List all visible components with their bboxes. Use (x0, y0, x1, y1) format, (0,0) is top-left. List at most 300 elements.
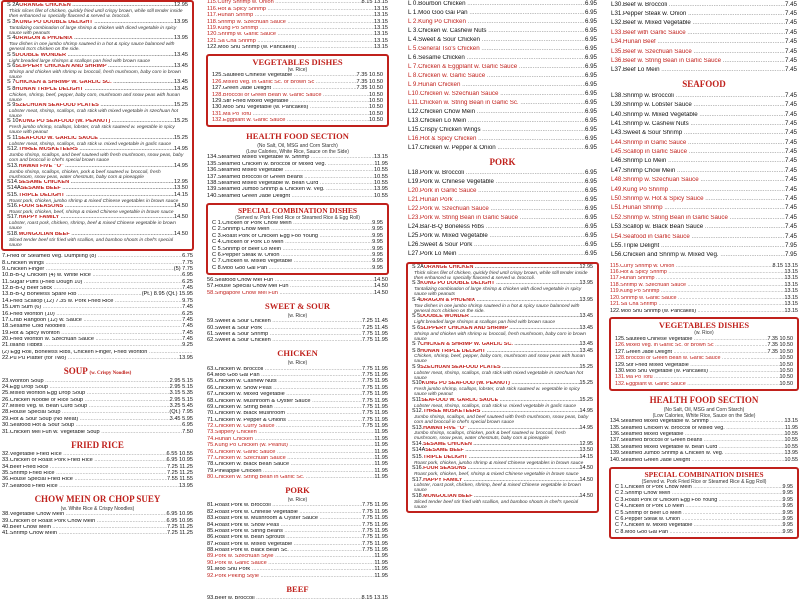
menu-item-code: 41. (2, 530, 10, 537)
menu-item-price: 10.55 (784, 456, 798, 463)
menu-item-code: S18. (7, 230, 19, 237)
menu-item-name: Roast Pork w. Snow Peas ..... (215, 523, 362, 529)
menu-item (608, 176, 800, 185)
chow-mein-subtitle: (w. White Rice & Crispy Noodles) (60, 505, 135, 512)
menu-item-price: 11.95 (374, 474, 388, 481)
menu-item (205, 168, 390, 174)
health-subtitle-2a: (No Salt, Oil, MSG and Corn Starch) (663, 406, 745, 413)
menu-item-price: 7.75 11.95 (361, 391, 388, 398)
special-item-description: Sliced tender beef stir fried with scallion, and bamboo shoots in chef's special sauce (9, 237, 174, 248)
menu-item (608, 19, 800, 28)
menu-item (205, 284, 390, 290)
menu-item-code: 32. (2, 450, 10, 457)
menu-item-price: 7.45 (784, 119, 797, 127)
menu-item-code: C 4. (615, 503, 625, 510)
menu-item (608, 431, 800, 437)
menu-item-price: 6.95 (584, 81, 597, 89)
menu-item-name: Hunan Pork ..... (420, 197, 585, 203)
menu-item-name: Roast Pork w. Black Bean Sc. ..... (215, 548, 362, 554)
menu-item-code: L54. (611, 232, 624, 240)
menu-item-name: Kung Po Chicken ..... (418, 19, 585, 25)
special-item (5, 192, 190, 198)
menu-item-code: L47. (611, 166, 624, 174)
chef-specials-box-2 (406, 262, 599, 513)
menu-item-code: 39. (2, 517, 10, 524)
menu-item-code: 128. (212, 91, 223, 98)
special-item-description: Tantalizing combination of large shrimp & chicken with diced vegetable in spicy sauce with peanuts (9, 25, 177, 36)
menu-item-name: Seafood Fried Rice ..... (10, 484, 179, 490)
menu-item-code: 117. (610, 275, 621, 282)
menu-item (205, 456, 390, 462)
menu-item-code: 120. (207, 31, 218, 38)
menu-item-price: 7.25 11.45 (361, 324, 388, 331)
menu-item-name: Chicken w. Black Mushroom ..... (215, 411, 362, 417)
menu-item-code: 29. (2, 415, 10, 422)
menu-item (405, 126, 600, 135)
menu-item-name: Shrimp Lo Mein ..... (623, 158, 785, 164)
menu-item-code: 88. (207, 547, 215, 554)
menu-item (0, 337, 195, 343)
menu-item-price: (Qt.) 7.95 (169, 409, 193, 416)
menu-item-name: Chicken w. Black Bean Sauce ..... (215, 462, 375, 468)
menu-item-price: 9.95 (782, 509, 793, 516)
menu-item-code: 90. (207, 559, 215, 566)
menu-item-name: B-B-Q Beef Stick ..... (10, 286, 182, 292)
beef-list (205, 596, 390, 600)
menu-item-code: 23. (2, 377, 10, 384)
menu-item-price: 13.45 (174, 79, 188, 86)
menu-item-code: L37. (611, 66, 624, 74)
menu-item-name: HAPPY FAMILY ..... (19, 215, 174, 221)
menu-item-code: L13. (408, 117, 421, 125)
menu-item-name: Triple Delight ..... (623, 243, 785, 249)
menu-item-name: Fried Scallop (12) 7.35 w. Pork Fried Rice ..... (10, 299, 182, 305)
special-item-description: Lobster meat, shrimp, scallops, crab stick with mixed vegetable in szechuan hot sauce (9, 109, 179, 119)
menu-item-name: Steamed Green Jade Delight ..... (218, 194, 374, 200)
menu-item (205, 0, 390, 6)
menu-item-code: 13. (2, 291, 10, 298)
menu-item-code: S 6 (7, 62, 16, 69)
menu-item (205, 13, 390, 19)
menu-item-price: 10.50 (369, 104, 383, 111)
menu-item-code: S 3 (7, 18, 16, 25)
lunch-chicken-list (405, 0, 600, 153)
menu-column-4 (608, 0, 800, 542)
menu-item-code: L51. (611, 204, 624, 212)
menu-item (0, 452, 195, 458)
menu-item-name: Steamed Broccoli or Green Beans ..... (621, 438, 785, 443)
menu-item-name: Beef Chow Mein ..... (10, 525, 167, 531)
menu-item (210, 246, 385, 252)
menu-item-name: SESAME CHICKEN ..... (19, 180, 174, 186)
menu-item-code: S12. (7, 146, 19, 153)
menu-item-price: 6.95 (584, 117, 597, 125)
menu-item (405, 178, 600, 187)
menu-item-name: FOUR SEASONS ..... (19, 204, 174, 210)
menu-item-price: 6.95 (584, 135, 597, 143)
menu-item-name: Sweet & Sour Shrimp ..... (623, 130, 785, 136)
menu-item-price: 7.50 (182, 428, 193, 435)
menu-item-price: 13.45 (579, 313, 593, 320)
menu-item-name: Shrimp or Beef Lo Mein ..... (625, 511, 783, 516)
menu-item-code: 62. (207, 337, 215, 344)
menu-item-name: Moo Shu Vegetable (w. Pancakes) ..... (223, 105, 369, 111)
menu-item-code: 67. (207, 391, 215, 398)
menu-item-price: 15.25 (579, 380, 593, 387)
menu-item (0, 416, 195, 422)
menu-item-name: TRIPLE DELIGHT ..... (19, 193, 174, 199)
chow-mein-heading: CHOW MEIN OR CHOP SUEY (34, 493, 161, 504)
menu-item-code: 36. (2, 476, 10, 483)
menu-item-code: L17. (408, 144, 421, 152)
menu-item (405, 223, 600, 232)
menu-item-name: Chicken Finger ..... (7, 267, 174, 273)
menu-item-code: 128. (615, 355, 626, 362)
menu-item-price: 7.25 11.25 (166, 523, 193, 530)
menu-item (405, 18, 600, 27)
menu-item (205, 475, 390, 481)
menu-item-name: Chicken or Roast Pork Chow Mein ..... (10, 519, 167, 525)
menu-item-name: Fried or Steamed Veg. Dumpling (8) ..... (7, 254, 182, 260)
menu-item (613, 368, 795, 374)
menu-item-code: 121. (207, 37, 218, 44)
menu-item-price: 12.95 (579, 440, 593, 447)
menu-item-price: 13.95 (579, 280, 593, 287)
menu-item (205, 19, 390, 25)
menu-item-name: Eggplant w. Garlic Sauce ..... (626, 382, 780, 387)
menu-item-price: 10.50 (779, 355, 793, 362)
menu-item-name: Moo Shu Pork ..... (215, 567, 375, 573)
menu-item-code: 40. (2, 523, 10, 530)
menu-item-price: 9.95 (782, 496, 793, 503)
menu-item (0, 525, 195, 531)
menu-item-name: Seafood in Garlic Sauce ..... (623, 234, 785, 240)
menu-item-name: SESAME BEEF ..... (425, 448, 579, 453)
menu-item-price: 10.50 (369, 110, 383, 117)
menu-item (608, 457, 800, 463)
menu-item-price: 9.95 (782, 503, 793, 510)
menu-item-code: L40. (611, 110, 624, 118)
menu-item-name: Steamed Jumbo Shrimp & Chicken w. Veg. ..... (218, 187, 374, 193)
menu-item (608, 302, 800, 308)
menu-item-code: 86. (207, 534, 215, 541)
menu-item-price: 7.25 11.25 (166, 463, 193, 470)
menu-item-price: 11.95 (374, 572, 388, 579)
menu-item-price: 7.75 11.95 (361, 378, 388, 385)
menu-item (0, 397, 195, 403)
menu-item-code: 70. (207, 410, 215, 417)
menu-item-price: 7.45 (784, 148, 797, 156)
combination-box-2 (609, 467, 799, 539)
menu-item-code: S 11 (7, 134, 19, 141)
menu-item (0, 330, 195, 336)
menu-item-name: Bar-B-Q Boneless Ribs ..... (420, 224, 585, 230)
menu-item-price: 7.45 (784, 0, 797, 8)
menu-item (205, 38, 390, 44)
menu-item-price: 11.95 (374, 435, 388, 442)
menu-item (210, 233, 385, 239)
menu-item (613, 529, 795, 535)
menu-item-name: Beef Fried Rice ..... (10, 465, 167, 471)
combination-subtitle-2: (Served w. Pork Fried Rice or Steamed Rice & Egg Roll) (641, 478, 767, 485)
menu-item-name: Shrimp Chow Mein ..... (222, 227, 372, 233)
menu-item-code: S14A (7, 185, 21, 192)
menu-item-price: 14.50 (174, 203, 188, 210)
menu-item-name: Hunan Shrimp ..... (620, 276, 784, 281)
menu-item-code: 19. (2, 329, 10, 336)
menu-item-name: Curry Shrimp w. Onion ..... (217, 0, 361, 6)
menu-item (0, 267, 195, 273)
menu-item (205, 193, 390, 199)
menu-item-price: 7.45 (784, 176, 797, 184)
menu-item (0, 349, 195, 355)
menu-item-name: HAPPY FAMILY ..... (423, 478, 579, 483)
menu-item-name: Chicken Mei Fun w. Vegetable Soup ..... (10, 430, 182, 436)
menu-item-price: 10.55 (374, 179, 388, 186)
menu-item-price: 7.45 (784, 19, 797, 27)
menu-item-code: 118. (610, 281, 621, 288)
special-item-description: Light breaded large shrimps & scallops pan fried with brown sauce (414, 320, 556, 326)
menu-item-price: 7.45 (182, 316, 193, 323)
menu-item-name: Sweet & Sour Pork ..... (215, 326, 362, 332)
menu-item-price: 7.45 (784, 185, 797, 193)
menu-item-name: Hunan Beef ..... (623, 39, 785, 45)
special-item-description: Tow dishes in one jumbo shrimp sauteed in a hot & spicy sauce balanced with general tso's chicken on the side. (9, 42, 175, 53)
menu-item-code: L 1. (408, 9, 419, 17)
menu-item-price: 7.75 11.95 (361, 515, 388, 522)
menu-item-name: Pork w. Broccoli ..... (420, 170, 585, 176)
menu-item-name: Mixed Veg. w. Bean Curd Soup ..... (10, 404, 170, 410)
menu-item-code: 92. (207, 572, 215, 579)
menu-item-price: 7.75 11.95 (361, 508, 388, 515)
menu-item-code: 65. (207, 378, 215, 385)
menu-item-code: 119. (610, 288, 621, 295)
menu-item-price: 6.95 (584, 63, 597, 71)
menu-item-code: L18. (408, 169, 421, 177)
menu-item-price: 6.95 (584, 27, 597, 35)
menu-item-code: 126. (212, 78, 223, 85)
menu-item-price: 9.25 (182, 342, 193, 349)
menu-item-code: 17. (2, 316, 10, 323)
menu-item-price: 6.95 (584, 249, 597, 257)
fried-rice-heading: FRIED RICE (71, 439, 124, 450)
menu-item-name: Hunan Chicken ..... (215, 437, 375, 443)
menu-item-price: 14.15 (579, 453, 593, 460)
menu-item (608, 157, 800, 166)
menu-item-price: 7.75 11.95 (361, 410, 388, 417)
menu-item-price: 13.15 (784, 281, 798, 288)
special-item (410, 448, 595, 454)
menu-item (405, 117, 600, 126)
menu-item-name: THREE MUSKETEERS ..... (423, 409, 579, 414)
menu-item-code: L38. (611, 91, 624, 99)
menu-item-name: Vegetable Fried Rice ..... (10, 452, 167, 458)
menu-item-price: 13.45 (579, 347, 593, 354)
menu-item-name: Kung Po Shrimp ..... (217, 26, 374, 32)
menu-item-price: 10.55 (784, 443, 798, 450)
menu-item-price: 14.50 (374, 283, 388, 290)
menu-item-price: 7.45 (182, 285, 193, 292)
menu-item-price: 7.75 11.95 (361, 527, 388, 534)
menu-item-price: 10.50 (779, 361, 793, 368)
menu-item-price: 10.55 (374, 173, 388, 180)
menu-item-code: S11 (412, 396, 422, 403)
menu-item-code: 132. (615, 380, 626, 387)
menu-item-name: Chicken w. Pepper & Onion ..... (420, 145, 585, 151)
pork-heading: PORK (285, 485, 310, 495)
menu-item (608, 282, 800, 288)
menu-item (205, 548, 390, 554)
menu-item-price: 7.35 10.50 (767, 348, 793, 355)
menu-item-name: Shrimp w. Lobster Sauce ..... (623, 102, 785, 108)
menu-item-code: 129. (615, 361, 626, 368)
menu-item-name: Pork w. Garlic Sauce ..... (215, 561, 375, 567)
menu-item-name: TRIPLE DELIGHT ..... (423, 455, 579, 460)
menu-item-price: 6.95 (584, 72, 597, 80)
menu-item-name: KUNG PO DOUBLE DELIGHT ..... (15, 20, 174, 26)
menu-item-price: 7.35 10.50 (767, 335, 793, 342)
menu-item (613, 504, 795, 510)
menu-item-code: 68. (207, 397, 215, 404)
menu-item-price: 6.95 (584, 108, 597, 116)
health-heading-2: HEALTH FOOD SECTION (649, 394, 759, 405)
menu-item-price: (5) 7.75 (173, 265, 193, 272)
menu-item-price: 13.15 (374, 31, 388, 38)
menu-item-name: Chicken or Roast Pork Fried Rice ..... (10, 458, 167, 464)
menu-item-code: L15. (408, 126, 421, 134)
chicken-subtitle: (w. Rice) (287, 360, 308, 367)
menu-item-name: CHICKEN & SHRIMP W. GARLIC SC. ..... (15, 80, 174, 86)
menu-item-name: Seafood Chow Mei Fun ..... (215, 278, 374, 284)
menu-item-price: 6.95 (584, 90, 597, 98)
menu-item-price: 9.95 (372, 232, 383, 239)
menu-item (210, 227, 385, 233)
menu-item-name: Chicken w. String Bean in Garlic Sc. ..... (420, 100, 585, 106)
combination-heading: SPECIAL COMBINATION DISHES (237, 205, 358, 215)
menu-item-code: 83. (207, 515, 215, 522)
menu-item-name: Sweet & Sour Pork ..... (420, 242, 585, 248)
menu-item-code: 57. (207, 283, 215, 290)
menu-column-2 (205, 0, 390, 600)
menu-item-code: L46. (611, 157, 624, 165)
menu-item (405, 135, 600, 144)
menu-item (0, 512, 195, 518)
menu-item (608, 110, 800, 119)
menu-item-name: HAWAII FIVE "O" ..... (19, 164, 174, 170)
menu-item-name: Chicken w. Curry Sauce ..... (215, 424, 362, 430)
menu-item-code: L 0. (408, 0, 419, 8)
menu-item (0, 356, 195, 362)
menu-item (608, 232, 800, 241)
menu-item-code: C 3. (615, 496, 625, 503)
menu-item-name: Chicken & Eggplant w. Garlic Sauce ..... (418, 64, 585, 70)
menu-item-price: 13.45 (174, 51, 188, 58)
menu-item-code: L34. (611, 38, 624, 46)
menu-item-code: S13. (7, 162, 19, 169)
menu-item-price: 7.45 (784, 138, 797, 146)
menu-item-code: 135. (207, 160, 218, 167)
menu-item-code: S 7 (412, 341, 421, 348)
menu-item-code: S 4 (7, 35, 16, 42)
menu-item-code: S16. (412, 465, 424, 472)
menu-item-code: S14. (412, 440, 424, 447)
menu-item-code: C 2. (212, 226, 223, 233)
menu-item-name: Island Tidbits ..... (10, 343, 182, 349)
menu-item-code: C 1. (615, 484, 625, 490)
special-item-description: Shrimp and chicken with shrimp w. broccoli, fresh mushroom, baby corn in brown sauce (9, 69, 181, 80)
menu-item-code: 116. (610, 269, 621, 276)
combination-list-2 (613, 485, 795, 536)
menu-item-price: 7.45 (784, 157, 797, 165)
menu-item-price: 11.95 (374, 559, 388, 566)
menu-item-code: 24. (2, 383, 10, 390)
menu-item-name: Pork in Garlic Sauce ..... (420, 188, 585, 194)
menu-item-code: 25. (2, 390, 10, 397)
menu-item (608, 28, 800, 37)
menu-item-code: L 5. (408, 45, 419, 53)
menu-item-code: C 3. (212, 232, 223, 239)
menu-item-price: 7.35 10.50 (356, 85, 383, 92)
menu-item-name: Green Jade Delight ..... (626, 350, 768, 355)
menu-item-code: L35. (611, 47, 624, 55)
menu-item-name: SLIPPERY CHICKEN AND SHRIMP ..... (420, 326, 579, 331)
vegetables-list-2 (613, 336, 795, 387)
menu-item-name: Roast Pork or Chicken Egg Foo Young ..... (222, 234, 372, 240)
menu-item-name: Pork Lo Mein ..... (420, 251, 585, 257)
menu-item-name: Roast Pork w. String Beans ..... (215, 529, 362, 535)
menu-item-code: L20. (408, 187, 421, 195)
menu-item-code: 63. (207, 365, 215, 372)
menu-item (613, 517, 795, 523)
special-item-description: Jumbo shrimp, scallops, chicken, pork & beef sauteed w. broccoli, fresh mushroom, snow peas, water chestnuts, baby corn & pineapple (9, 169, 161, 180)
menu-item-name: KUNG PO SEAFOOD (W. PEANUT) ..... (19, 119, 174, 125)
menu-item-price: 10.55 (374, 167, 388, 174)
menu-item-price: 14.50 (579, 476, 593, 483)
menu-item-name: Beef Lo Mein ..... (623, 67, 785, 73)
menu-item-name: Chicken w. Cashew Nuts ..... (215, 379, 362, 385)
menu-item-code: 115. (610, 262, 621, 269)
menu-item-price: 7.75 11.95 (361, 534, 388, 541)
menu-item (210, 99, 385, 105)
menu-item-name: DOUBLE WONDER ..... (420, 314, 579, 319)
menu-item-code: S 8 (7, 85, 16, 92)
menu-item-code: 76. (207, 448, 215, 455)
menu-item (210, 240, 385, 246)
menu-item-price: 7.75 11.95 (361, 397, 388, 404)
menu-item-price: 7.25 11.25 (166, 530, 193, 537)
special-item-description: Lobster meat, shrimp, scallops, crab stick with mixed vegetable in szechuan hot sauce (414, 370, 584, 381)
menu-item-code: 69. (207, 403, 215, 410)
menu-item-name: Steamed Chicken w. Broccoli or Mixed Veg. ..... (218, 162, 375, 168)
menu-item-code: 80. (207, 474, 215, 481)
menu-item-price: 7.75 (182, 259, 193, 266)
menu-item-price: (Pt.) 8.95 (Qt.) 15.95 (141, 291, 193, 298)
menu-item (608, 47, 800, 56)
menu-item-code: S 5 (7, 51, 16, 58)
menu-item-price: 6.95 (584, 178, 597, 186)
menu-item-price: 13.15 (374, 154, 388, 161)
menu-item-price: 13.15 (374, 5, 388, 12)
menu-item-name: Chicken w. String Bean ..... (215, 405, 362, 411)
menu-column-1 (0, 0, 195, 537)
menu-item-code: C 2. (615, 490, 625, 497)
menu-item (405, 36, 600, 45)
menu-item-code: L44. (611, 138, 624, 146)
menu-item (608, 251, 800, 260)
menu-item-name: Seafood Hot & Sour Soup ..... (10, 423, 182, 429)
menu-item-code: 9. (2, 265, 7, 272)
menu-item-price: 14.50 (374, 277, 388, 284)
